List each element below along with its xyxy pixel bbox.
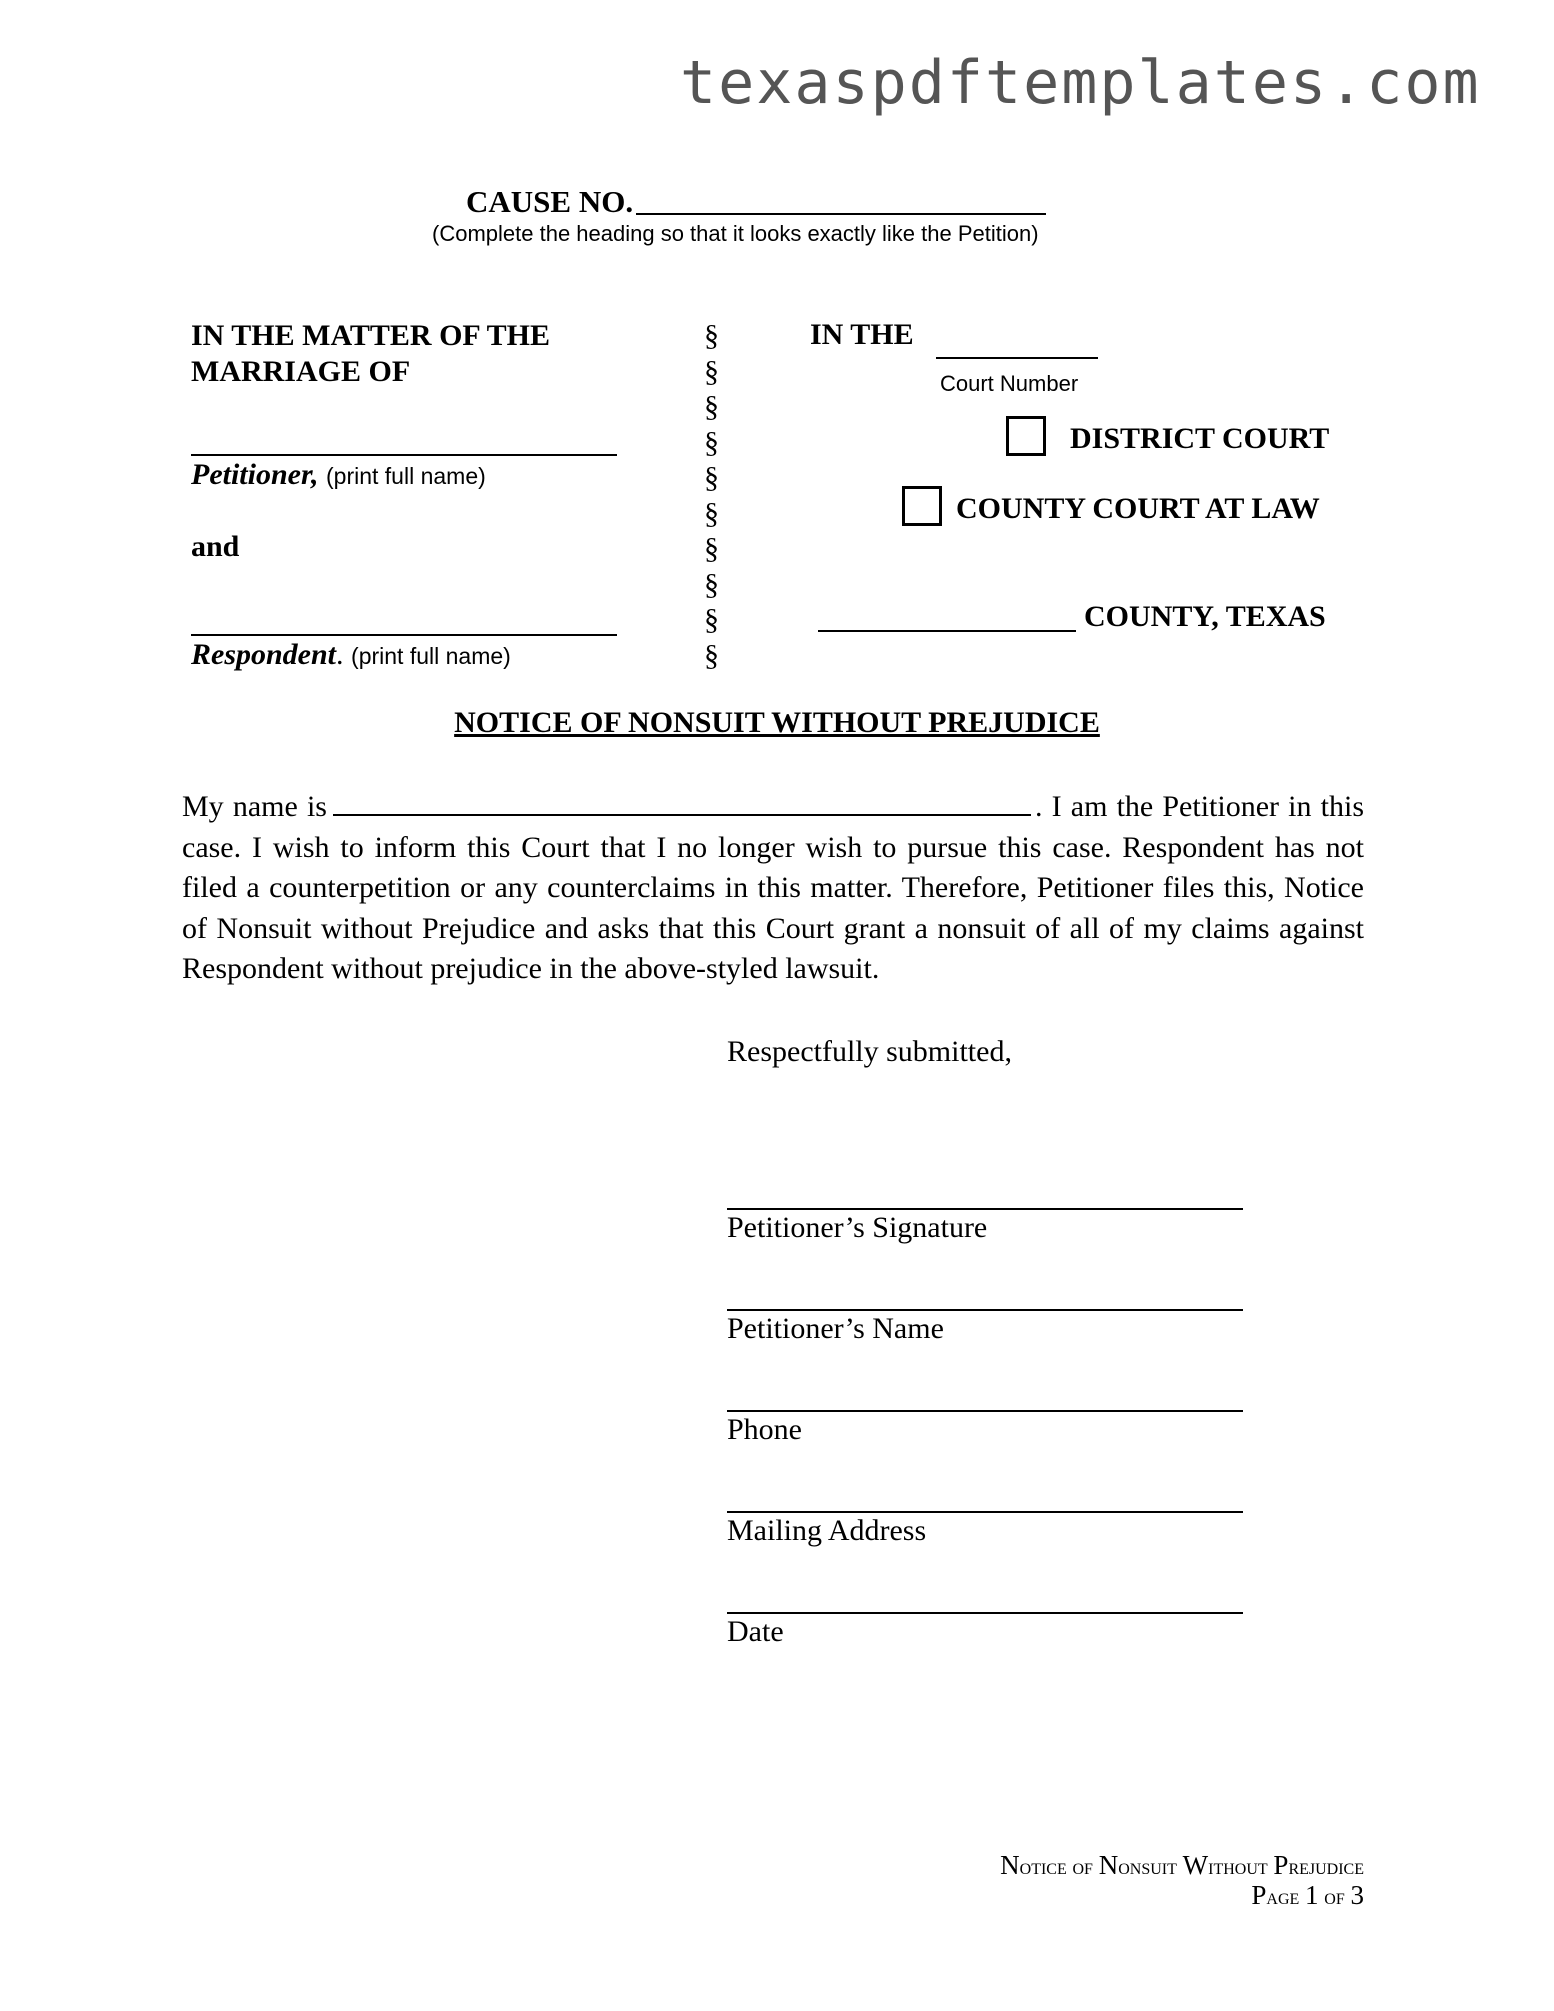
county-court-checkbox[interactable] [902,486,942,526]
phone-label: Phone [727,1413,802,1446]
signature-blank[interactable] [727,1208,1243,1210]
body-paragraph [182,787,1364,990]
respondent-label [191,638,511,672]
mailing-address-label: Mailing Address [727,1514,927,1547]
matter-line-2: MARRIAGE OF [191,355,411,388]
in-the-label: IN THE [810,318,914,351]
footer-title-part: otice of [1019,1854,1099,1879]
court-number-blank[interactable] [936,357,1098,359]
footer-page-number [1251,1880,1364,1911]
document-title [0,706,1554,740]
footer-page-rest: age [1266,1884,1306,1909]
footer-page-total: 3 [1350,1880,1364,1910]
date-label: Date [727,1615,784,1648]
section-symbol: § [704,390,719,423]
section-symbol: § [704,638,719,672]
date-blank[interactable] [727,1612,1243,1614]
footer-title-part4: rejudice [1288,1854,1364,1879]
footer-page-p: P [1251,1880,1267,1910]
petitioner-note: (print full name) [326,463,486,489]
petitioner-label-text: Petitioner, [191,458,319,491]
mailing-address-blank[interactable] [727,1511,1243,1513]
document-title-text: NOTICE OF NONSUIT WITHOUT PREJUDICE [454,706,1100,739]
section-symbol: § [704,461,719,494]
district-court-checkbox[interactable] [1006,416,1046,456]
petitioner-name-blank[interactable] [191,454,617,456]
phone-blank[interactable] [727,1410,1243,1412]
respondent-period: . [336,638,344,671]
my-name-blank[interactable] [333,788,1031,816]
signature-label: Petitioner’s Signature [727,1211,988,1244]
court-number-label: Court Number [940,371,1079,396]
county-court-label: COUNTY COURT AT LAW [956,492,1320,525]
section-symbol: § [704,319,719,352]
petitioner-name-field-label: Petitioner’s Name [727,1312,944,1345]
matter-heading [191,318,550,390]
and-label: and [191,530,240,563]
petitioner-name-field-blank[interactable] [727,1309,1243,1311]
section-symbol: § [704,567,719,601]
footer-document-title [1000,1850,1364,1881]
footer-title-p: P [1273,1850,1289,1880]
county-texas-label: COUNTY, TEXAS [1084,600,1326,633]
section-symbol: § [704,532,719,565]
respondent-label-text: Respondent [191,638,337,671]
footer-title-part3: ithout [1208,1854,1274,1879]
cause-note: (Complete the heading so that it looks exactly like the Petition) [432,221,1039,246]
footer-page-num: 1 [1305,1880,1319,1910]
petitioner-label [191,458,486,492]
footer-page-of: of [1318,1884,1351,1909]
cause-number-label: CAUSE NO. [466,184,634,219]
cause-number-blank[interactable] [636,213,1046,215]
footer-title-n2: N [1098,1850,1119,1880]
footer-title-part2: onsuit [1118,1854,1183,1879]
county-name-blank[interactable] [818,630,1076,632]
respondent-note: (print full name) [351,643,511,669]
section-symbol: § [704,354,719,388]
watermark-text: texaspdftemplates.com [680,48,1481,118]
my-name-is-text: My name is [182,790,327,823]
body-rest-text: . I am the Petitioner in this case. I wish to inform this Court that I no longer wish to pursue this case. Respondent has not filed a counterpetition or any counterclaims in this matter. Therefore, Petitioner files this, Notice of Nonsuit without Prejudice and asks that this Court grant a nonsuit of all of my claims against Respondent without prejudice in the above-styled lawsuit. [182,790,1364,985]
district-court-label: DISTRICT COURT [1070,422,1330,455]
footer-title-w: W [1182,1850,1209,1880]
matter-line-1: IN THE MATTER OF THE [191,319,550,352]
footer-title-n: N [1000,1850,1020,1880]
respondent-name-blank[interactable] [191,634,617,636]
section-symbol: § [704,496,719,530]
respectfully-submitted: Respectfully submitted, [727,1035,1012,1068]
section-symbol: § [704,425,719,459]
section-symbol: § [704,603,719,636]
section-symbol-column [704,318,719,673]
